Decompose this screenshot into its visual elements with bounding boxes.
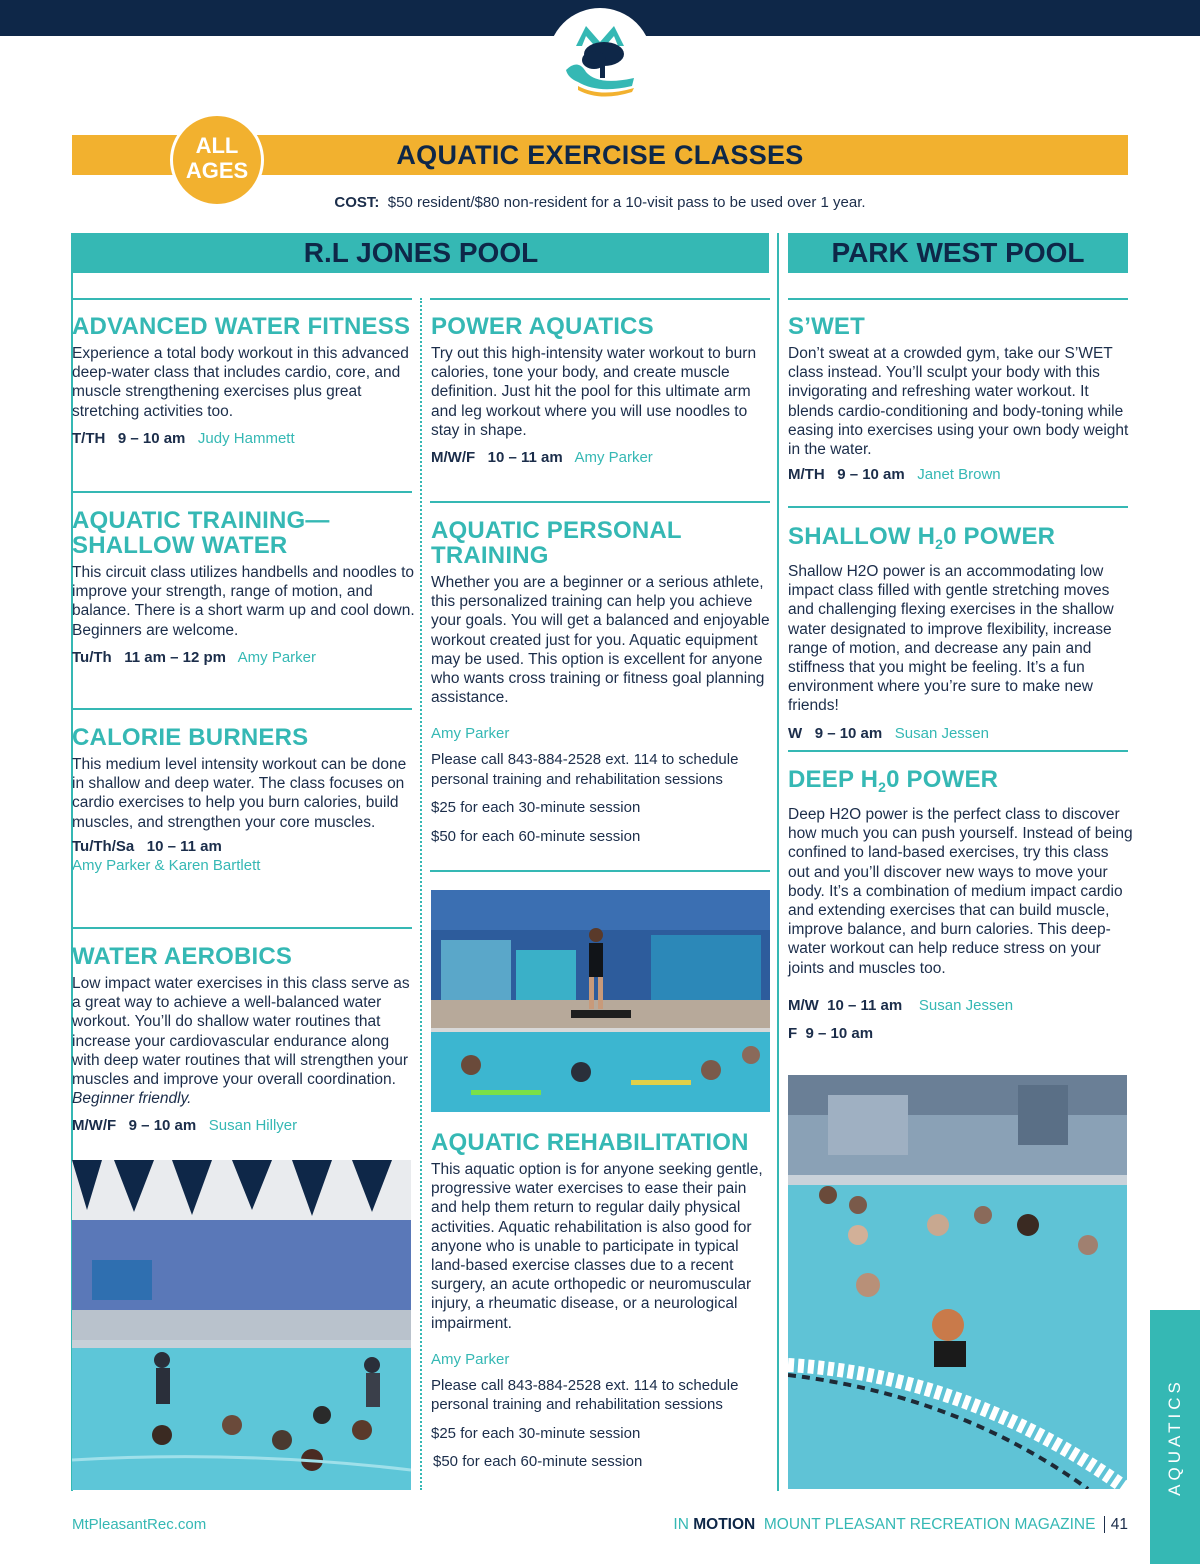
class-schedule: [788, 724, 1133, 744]
class-time: 9 – 10 am: [128, 1117, 197, 1135]
middle-column-rule: [777, 233, 779, 1491]
rule: [72, 927, 412, 929]
class-instructor: Amy Parker: [237, 648, 317, 666]
advanced-water-fitness: [72, 314, 417, 449]
price-60: $50 for each 60-minute session: [433, 1453, 643, 1471]
description-text: Low impact water exercises in this class serve as a great way to achieve a well-balanced water workout. You’ll do shallow water routines that increase your cardiovascular endurance along with deep water routines that will strengthen your muscles and improve your overall coordination.: [72, 975, 410, 1089]
rule: [430, 501, 770, 503]
class-title: ADVANCED WATER FITNESS: [72, 313, 411, 340]
class-title-line-1: AQUATIC PERSONAL: [431, 517, 682, 544]
class-time: 9 – 10 am: [837, 466, 905, 484]
class-instructor: Amy Parker: [431, 1350, 510, 1368]
class-description: Whether you are a beginner or a serious athlete, this personalized training can help you achieve your goals. You will get a balanced and enjoyable workout created just for you. Aquatic equipment may be used. This option is excellent for anyone who wants cross training or fitness goal planning assistance.: [431, 574, 770, 707]
rule: [72, 298, 412, 300]
rule: [788, 750, 1128, 752]
class-instructor: Susan Jessen: [894, 724, 989, 742]
rule: [72, 708, 412, 710]
class-description: This aquatic option is for anyone seeking gentle, progressive water exercises to ease their pain and help them return to regular daily physical activities. Aquatic rehabilitation is also good for anyone who is unable to participate in typical land-based exercise classes due to a recent surgery, an acute orthopedic or neuromuscular injury, a rheumatic disease, or a neurological impairment.: [431, 1161, 763, 1332]
rule: [430, 870, 770, 872]
cost-text: $50 resident/$80 non-resident for a 10-visit pass to be used over 1 year.: [387, 194, 866, 211]
title-subscript: 2: [935, 536, 944, 552]
class-days: M/W/F: [431, 449, 476, 467]
footer-magazine: [673, 1516, 1128, 1534]
aquatic-training-shallow: [72, 508, 417, 668]
title-part-a: DEEP H: [788, 766, 879, 793]
class-time: 9 – 10 am: [814, 724, 883, 742]
class-days: T/TH: [72, 429, 106, 447]
class-days: M/W: [788, 996, 819, 1014]
mount-pleasant-logo: [548, 8, 652, 112]
rule: [72, 491, 412, 493]
footer-website[interactable]: MtPleasantRec.com: [72, 1516, 207, 1533]
all-ages-badge: [170, 113, 264, 207]
class-description: This medium level intensity workout can be done in shallow and deep water. The class focuses on cardio exercises to help you burn calories, build muscles, and strengthen your core muscles.: [72, 756, 407, 831]
title-subscript: 2: [878, 779, 887, 795]
swet: [788, 314, 1133, 485]
class-title: [788, 767, 1133, 800]
class-instructor: Amy Parker: [574, 449, 653, 467]
price-60: $50 for each 60-minute session: [431, 827, 641, 845]
power-aquatics: [431, 314, 776, 468]
class-instructor: Susan Hillyer: [208, 1117, 298, 1135]
class-schedule: [72, 429, 417, 449]
class-instructor: Amy Parker & Karen Bartlett: [72, 856, 261, 874]
class-title-line-2: TRAINING: [431, 542, 549, 569]
class-schedule: [431, 448, 776, 468]
class-instructor: Janet Brown: [917, 466, 1001, 484]
class-title: AQUATIC REHABILITATION: [431, 1129, 749, 1156]
title-part-b: 0 POWER: [886, 766, 999, 793]
class-title-line-2: SHALLOW WATER: [72, 532, 288, 559]
class-description: Experience a total body workout in this advanced deep-water class that includes cardio, core, and muscle strengthening exercises plus great stretching activities too.: [72, 345, 409, 420]
title-part-b: 0 POWER: [943, 523, 1056, 550]
class-schedule-2: [788, 1024, 1133, 1044]
aquatic-rehabilitation: [431, 1130, 776, 1472]
description-note: Beginner friendly.: [72, 1090, 192, 1108]
price-30: $25 for each 30-minute session: [431, 1424, 641, 1442]
class-title-line-1: AQUATIC TRAINING—: [72, 507, 330, 534]
class-days: M/W/F: [72, 1117, 117, 1135]
section-tab-label: AQUATICS: [1165, 1378, 1184, 1496]
badge-line-2: AGES: [185, 158, 249, 183]
water-aerobics: [72, 944, 417, 1136]
class-title: CALORIE BURNERS: [72, 724, 309, 751]
class-title: [788, 524, 1133, 557]
class-days: M/TH: [788, 466, 825, 484]
magazine-in: IN: [673, 1516, 689, 1533]
class-description: Shallow H2O power is an accommodating low impact class filled with gentle stretching moves and challenging flexing exercises in the shallow water designated to improve flexibility, increase range of motion, and decrease any pain and stiffness that you might be feeling. It’s a fun environment where you’re sure to make new friends!: [788, 563, 1114, 715]
class-time: 9 – 10 am: [805, 1024, 874, 1042]
class-schedule: [72, 837, 417, 857]
cost-line: [0, 194, 1200, 211]
calorie-burners: [72, 725, 417, 874]
section-tab-label-wrapper: [1150, 1310, 1200, 1564]
rule: [788, 506, 1128, 508]
scheduling-note: Please call 843-884-2528 ext. 114 to schedule personal training and rehabilitation sessions: [431, 751, 739, 788]
class-title: POWER AQUATICS: [431, 313, 654, 340]
class-description: This circuit class utilizes handbells and noodles to improve your strength, range of motion, and balance. There is a short warm up and cool down. Beginners are welcome.: [72, 564, 415, 639]
badge-line-1: ALL: [195, 133, 239, 158]
class-instructor: Judy Hammett: [197, 429, 295, 447]
class-time: 9 – 10 am: [117, 429, 186, 447]
class-days: W: [788, 724, 803, 742]
pool-class-photo-1: [72, 1160, 411, 1490]
class-schedule: [72, 648, 417, 668]
rule: [430, 298, 770, 300]
class-title: S’WET: [788, 313, 865, 340]
class-time: 10 – 11 am: [827, 996, 903, 1014]
cost-label: COST:: [334, 194, 380, 211]
rule: [788, 298, 1128, 300]
class-description: Don’t sweat at a crowded gym, take our S’WET class instead. You’ll sculpt your body with this invigorating and refreshing water workout. It blends cardio-conditioning and body-toning while easing into exercises using your own body weight in the water.: [788, 345, 1129, 459]
class-days: Tu/Th/Sa: [72, 837, 135, 855]
title-part-a: SHALLOW H: [788, 523, 936, 550]
class-days: Tu/Th: [72, 648, 112, 666]
aquatic-personal-training: [431, 518, 776, 846]
class-description: Deep H2O power is the perfect class to discover how much you can push yourself. Instead of being confined to land-based exercises, try this class out and you’ll discover new ways to move your body. It’s a combination of medium impact cardio and extending exercises that can build muscle, improve balance, and burn calories. This deep-water workout can help reduce stress on your joints and muscles too.: [788, 806, 1133, 977]
class-title: WATER AEROBICS: [72, 943, 293, 970]
class-time: 11 am – 12 pm: [124, 648, 226, 666]
class-instructor: Amy Parker: [431, 725, 510, 743]
magazine-name: MOUNT PLEASANT RECREATION MAGAZINE: [763, 1516, 1096, 1533]
scheduling-note: Please call 843-884-2528 ext. 114 to schedule personal training and rehabilitation sessions: [431, 1376, 739, 1414]
pool-class-photo-2: [431, 890, 770, 1112]
class-schedule: [72, 1116, 417, 1136]
class-time: 10 – 11 am: [487, 449, 563, 467]
rl-jones-pool-header: R.L JONES POOL: [73, 233, 769, 273]
class-description: [72, 974, 417, 1108]
deep-h2o-power: [788, 767, 1133, 1044]
class-schedule: [788, 996, 1133, 1016]
park-west-pool-header: PARK WEST POOL: [788, 233, 1128, 273]
dotted-column-divider: [420, 298, 422, 1490]
page-number: 41: [1104, 1516, 1128, 1533]
class-time: 10 – 11 am: [146, 837, 222, 855]
class-schedule: [788, 465, 1133, 485]
pool-class-photo-3: [788, 1075, 1127, 1489]
price-30: $25 for each 30-minute session: [431, 799, 641, 817]
class-description: Try out this high-intensity water workout to burn calories, tone your body, and create muscle definition. Just hit the pool for this ultimate arm and leg workout where you will use noodles to stay in shape.: [431, 345, 757, 439]
class-days: F: [788, 1024, 798, 1042]
class-instructor: Susan Jessen: [918, 996, 1014, 1014]
shallow-h2o-power: [788, 524, 1133, 744]
magazine-motion: MOTION: [693, 1516, 756, 1533]
page-title: AQUATIC EXERCISE CLASSES: [396, 140, 804, 170]
